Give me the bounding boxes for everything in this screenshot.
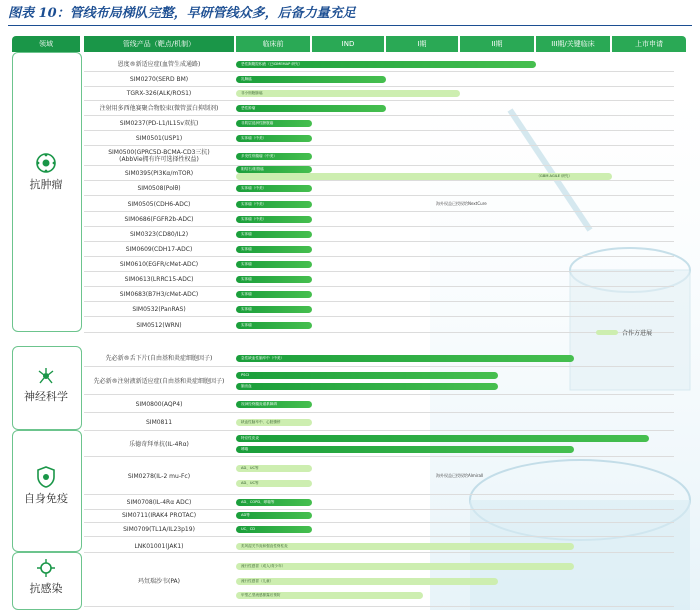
pipeline-bar — [236, 435, 649, 442]
pipeline-bar — [236, 526, 312, 533]
product-name: 玛氘瑞沙韦(PA) — [137, 577, 181, 585]
category-oncology-label: 抗肿瘤 — [29, 178, 63, 191]
pipeline-bar — [236, 231, 312, 238]
product-name: SIM0532(PanRAS) — [132, 305, 186, 313]
indication-label: 哮喘 — [241, 446, 249, 451]
indication-label: 急性缺血性脑卒中（中美） — [241, 355, 285, 360]
pipeline-bar — [236, 480, 312, 487]
row-divider — [84, 211, 674, 212]
header-cell: 管线产品（靶点/机制） — [84, 36, 234, 52]
category-oncology — [12, 152, 80, 192]
row-divider — [84, 145, 674, 146]
product-name: SIM0270(SERD BM) — [129, 75, 189, 83]
product-name: SIM0323(CD80/IL2) — [129, 230, 189, 238]
row-divider — [84, 332, 674, 333]
pipeline-bar — [236, 306, 312, 313]
neuron-icon — [36, 366, 56, 386]
product-name: SIM0709(TL1A/IL23p19) — [123, 525, 195, 533]
indication-label: 甲型乙型流感暴露后预防 — [241, 592, 281, 597]
row-divider — [84, 522, 674, 523]
product-name: SIM0237(PD-L1/IL15v双抗) — [119, 119, 199, 127]
header-cell: 上市申请 — [612, 36, 686, 52]
row-divider — [84, 100, 674, 101]
indication-label: 多发性骨髓瘤（中美） — [241, 153, 277, 158]
row-divider — [84, 241, 674, 242]
row-divider — [84, 71, 674, 72]
indication-label: 实体瘤（中美） — [241, 201, 267, 206]
pipeline-bar — [236, 563, 574, 570]
product-name: SIM0278(IL-2 mu-Fc) — [127, 472, 191, 480]
indication-label: 乳腺癌 — [241, 76, 252, 81]
indication-label: PSCI — [241, 373, 250, 377]
product-name: SIM0800(AQP4) — [135, 400, 183, 408]
indication-label: 流行性感冒（成人/青少年） — [241, 564, 286, 569]
pipeline-bar — [236, 578, 498, 585]
header-cell: III期/关键临床 — [536, 36, 610, 52]
pipeline-bar — [236, 499, 312, 506]
cell-icon — [35, 152, 57, 174]
pipeline-bar — [236, 419, 312, 426]
product-name: 乐德奇拜单抗(IL-4Rα) — [129, 440, 189, 448]
partner-note: 海外权益已授权给NextCure — [436, 201, 487, 206]
pipeline-bar — [236, 216, 312, 223]
pipeline-bar — [236, 61, 536, 68]
indication-label: 实体瘤（中美） — [241, 185, 267, 190]
indication-label: UC、CD — [241, 526, 256, 531]
indication-label: 实体瘤 — [241, 306, 252, 311]
indication-label: 流行性感冒（儿童） — [241, 578, 274, 583]
indication-label: 实体瘤 — [241, 276, 252, 281]
indication-label: AD、UC等 — [241, 480, 259, 485]
row-divider — [84, 394, 674, 395]
pipeline-bar — [236, 153, 312, 160]
indication-label: 特应性皮炎 — [241, 436, 259, 441]
product-name: SIM0711(IRAK4 PROTAC) — [121, 512, 197, 519]
indication-label: 类风湿关节炎和强直性脊柱炎 — [241, 543, 288, 548]
row-divider — [84, 256, 674, 257]
indication-label: （GBM AGILE 研究） — [536, 174, 572, 178]
pipeline-bar — [236, 135, 312, 142]
pipeline-bar — [236, 90, 460, 97]
indication-label: 实体瘤 — [241, 322, 252, 327]
row-divider — [84, 271, 674, 272]
product-name: SIM0613(LRRC15-ADC) — [124, 275, 194, 283]
pipeline-bar — [236, 543, 574, 550]
indication-label: AD、UC等 — [241, 466, 259, 471]
product-name: SIM0508(Polθ) — [137, 184, 181, 192]
row-divider — [84, 456, 674, 457]
indication-label: 实体瘤 — [241, 261, 252, 266]
indication-label: 恶性胸腹腔积液（已IDMEMAP 研究） — [241, 61, 303, 66]
row-divider — [84, 180, 674, 181]
indication-label: AD、COPD、哮喘等 — [241, 500, 275, 504]
row-divider — [84, 226, 674, 227]
product-name: 恩度®新适应症(血管生成通路) — [117, 60, 201, 68]
row-divider — [84, 301, 674, 302]
indication-label: 缺血性脑卒中、心脏骤停 — [241, 419, 281, 424]
pipeline-bar — [236, 291, 312, 298]
pipeline-bar — [236, 261, 312, 268]
indication-label: AD等 — [241, 513, 250, 517]
figure-title: 图表 10：管线布局梯队完整，早研管线众多，后备力量充足 — [8, 6, 356, 21]
row-divider — [84, 115, 674, 116]
row-divider — [84, 430, 674, 431]
product-name: SIM0512(WRN) — [136, 321, 182, 329]
virus-icon — [36, 558, 56, 578]
pipeline-bar — [236, 76, 386, 83]
row-divider — [84, 130, 674, 131]
indication-label: 非小细胞肺癌 — [241, 90, 263, 95]
row-divider — [84, 366, 674, 367]
header-cell: II期 — [460, 36, 534, 52]
product-name: 先必新®舌下片(自由基和炎症细胞因子) — [105, 354, 213, 362]
product-name: SIM0609(CDH17-ADC) — [125, 245, 193, 253]
row-divider — [84, 509, 674, 510]
product-name: LNK01001(JAK1) — [134, 542, 184, 550]
row-divider — [84, 195, 674, 196]
pipeline-bar — [236, 173, 612, 180]
pipeline-bar — [236, 383, 498, 390]
row-divider — [84, 536, 674, 537]
product-name: SIM0610(EGFR/cMet-ADC) — [119, 260, 199, 268]
pipeline-bar — [236, 372, 498, 379]
row-divider — [84, 165, 674, 166]
category-immunology — [12, 466, 80, 506]
header-cell: 领域 — [12, 36, 80, 52]
pipeline-bar — [236, 105, 386, 112]
pipeline-bar — [236, 166, 312, 173]
lab-glassware-illustration — [430, 90, 700, 610]
pipeline-bar — [236, 276, 312, 283]
pipeline-bar — [236, 465, 312, 472]
indication-label: 视神经脊髓炎谱系障碍 — [241, 401, 277, 406]
header-cell: 临床前 — [236, 36, 310, 52]
category-anti-infection — [12, 558, 80, 596]
legend-label: 合作方进展 — [622, 330, 653, 337]
pipeline-bar — [236, 592, 423, 599]
indication-label: 实体瘤 — [241, 246, 252, 251]
category-neuroscience-label: 神经科学 — [24, 390, 68, 403]
title-rule — [8, 25, 692, 26]
pipeline-bar — [236, 401, 312, 408]
legend-swatch — [596, 330, 618, 335]
category-neuroscience — [12, 366, 80, 404]
indication-label: 非肌层浸润性膀胱癌 — [241, 120, 274, 125]
product-name: SIM0708(IL-4Rα ADC) — [126, 499, 192, 506]
indication-label: 恶性肿瘤 — [241, 105, 256, 110]
indication-label: 实体瘤 — [241, 231, 252, 236]
oncology-panel — [12, 52, 82, 332]
indication-label: 胆结石/胆管癌 — [241, 167, 264, 171]
pipeline-bar — [236, 120, 312, 127]
product-name: 先必新®注射液新适应症(自由基和炎症细胞因子) — [93, 377, 225, 385]
indication-label: 实体瘤（中美） — [241, 216, 267, 221]
product-name: SIM0500(GPRC5D-BCMA-CD3三抗) (AbbVie拥有许可选择性权益) — [108, 149, 210, 163]
product-name: 注射用多西他赛聚合物胶束(微管蛋白抑制剂) — [99, 104, 219, 112]
product-name: SIM0395(PI3Kα/mTOR) — [124, 169, 194, 177]
partner-note: 海外权益已授权给Almirall — [436, 473, 484, 478]
pipeline-bar — [236, 512, 312, 519]
category-immunology-label: 自身免疫 — [24, 492, 68, 505]
header-cell: IND — [312, 36, 384, 52]
pipeline-bar — [236, 446, 574, 453]
shield-icon — [36, 466, 56, 488]
product-name: SIM0683(B7H3/cMet-ADC) — [119, 290, 199, 298]
row-divider — [84, 606, 674, 607]
product-name: SIM0501(USP1) — [135, 134, 183, 142]
indication-label: 实体瘤（中美） — [241, 135, 267, 140]
category-anti-infection-label: 抗感染 — [29, 582, 63, 595]
pipeline-bar — [236, 355, 574, 362]
indication-label: 实体瘤 — [241, 291, 252, 296]
indication-label: 脑出血 — [241, 384, 252, 388]
product-name: TGRX-326(ALK/ROS1) — [126, 89, 192, 97]
product-name: SIM0811 — [145, 418, 173, 426]
row-divider — [84, 86, 674, 87]
row-divider — [84, 552, 674, 553]
row-divider — [84, 494, 674, 495]
product-name: SIM0686(FGFR2b-ADC) — [124, 215, 194, 223]
pipeline-bar — [236, 246, 312, 253]
row-divider — [84, 316, 674, 317]
pipeline-bar — [236, 322, 312, 329]
pipeline-bar — [236, 185, 312, 192]
header-cell: I期 — [386, 36, 458, 52]
row-divider — [84, 412, 674, 413]
row-divider — [84, 286, 674, 287]
pipeline-bar — [236, 201, 312, 208]
product-name: SIM0505(CDH6-ADC) — [127, 200, 191, 208]
